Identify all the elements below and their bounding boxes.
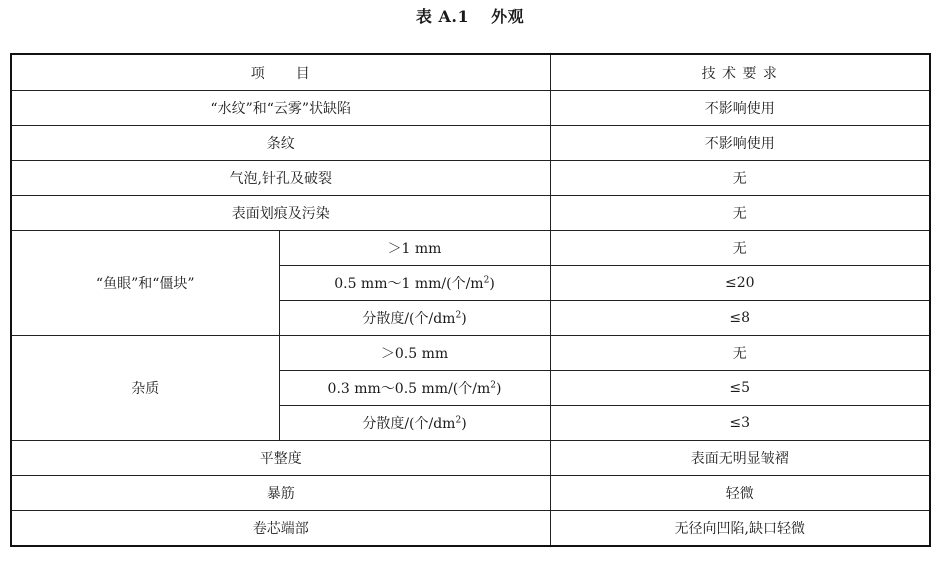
row-requirement: 表面无明显皱褶 (550, 441, 930, 476)
table-row (11, 441, 930, 476)
group-label-fisheye: “鱼眼”和“僵块” (11, 231, 279, 336)
row-requirement: 无 (550, 196, 930, 231)
table-number: 表 A.1 (415, 7, 470, 26)
sub-item-text: 分散度/(个/dm (362, 311, 456, 327)
table-row (11, 126, 930, 161)
sub-item-end: ) (489, 276, 495, 292)
row-requirement: 轻微 (550, 476, 930, 511)
row-item: 平整度 (11, 441, 550, 476)
sub-item-text: 0.5 mm～1 mm/(个/m (334, 276, 484, 292)
sub-requirement: ≤5 (550, 371, 930, 406)
table-row (11, 161, 930, 196)
table-row (11, 511, 930, 547)
header-item: 项 目 (11, 54, 550, 91)
sub-item-end: ) (495, 381, 502, 397)
superscript: 2 (455, 310, 462, 321)
sub-requirement: ≤3 (550, 406, 930, 441)
table-row (11, 196, 930, 231)
row-item: 表面划痕及污染 (11, 196, 550, 231)
superscript: 2 (490, 380, 496, 391)
row-requirement: 不影响使用 (550, 126, 930, 161)
sub-item (279, 371, 550, 406)
header-row (11, 54, 930, 91)
superscript: 2 (455, 415, 462, 426)
table-row (11, 91, 930, 126)
sub-requirement: 无 (550, 231, 930, 266)
row-requirement: 无 (550, 161, 930, 196)
table-row (11, 476, 930, 511)
table-row (11, 231, 930, 266)
row-requirement: 不影响使用 (550, 91, 930, 126)
sub-item (279, 301, 550, 336)
sub-item: ＞0.5 mm (279, 336, 550, 371)
sub-item-end: ) (461, 416, 467, 432)
sub-requirement: 无 (550, 336, 930, 371)
row-item: 气泡,针孔及破裂 (11, 161, 550, 196)
sub-requirement: ≤20 (550, 266, 930, 301)
row-item: 暴筋 (11, 476, 550, 511)
row-requirement: 无径向凹陷,缺口轻微 (550, 511, 930, 547)
row-item: 条纹 (11, 126, 550, 161)
sub-item-text: 0.3 mm～0.5 mm/(个/m (327, 381, 491, 397)
superscript: 2 (483, 275, 490, 286)
header-requirement: 技 术 要 求 (550, 54, 930, 91)
row-item: “水纹”和“云雾”状缺陷 (11, 91, 550, 126)
sub-requirement: ≤8 (550, 301, 930, 336)
table-title (0, 4, 940, 28)
sub-item (279, 266, 550, 301)
sub-item-text: 分散度/(个/dm (362, 416, 456, 432)
appearance-table (10, 53, 931, 547)
table-row (11, 336, 930, 371)
row-item: 卷芯端部 (11, 511, 550, 547)
table-caption: 外观 (491, 7, 525, 26)
sub-item-end: ) (461, 311, 467, 327)
sub-item (279, 406, 550, 441)
group-label-impurity: 杂质 (11, 336, 279, 441)
sub-item: ＞1 mm (279, 231, 550, 266)
